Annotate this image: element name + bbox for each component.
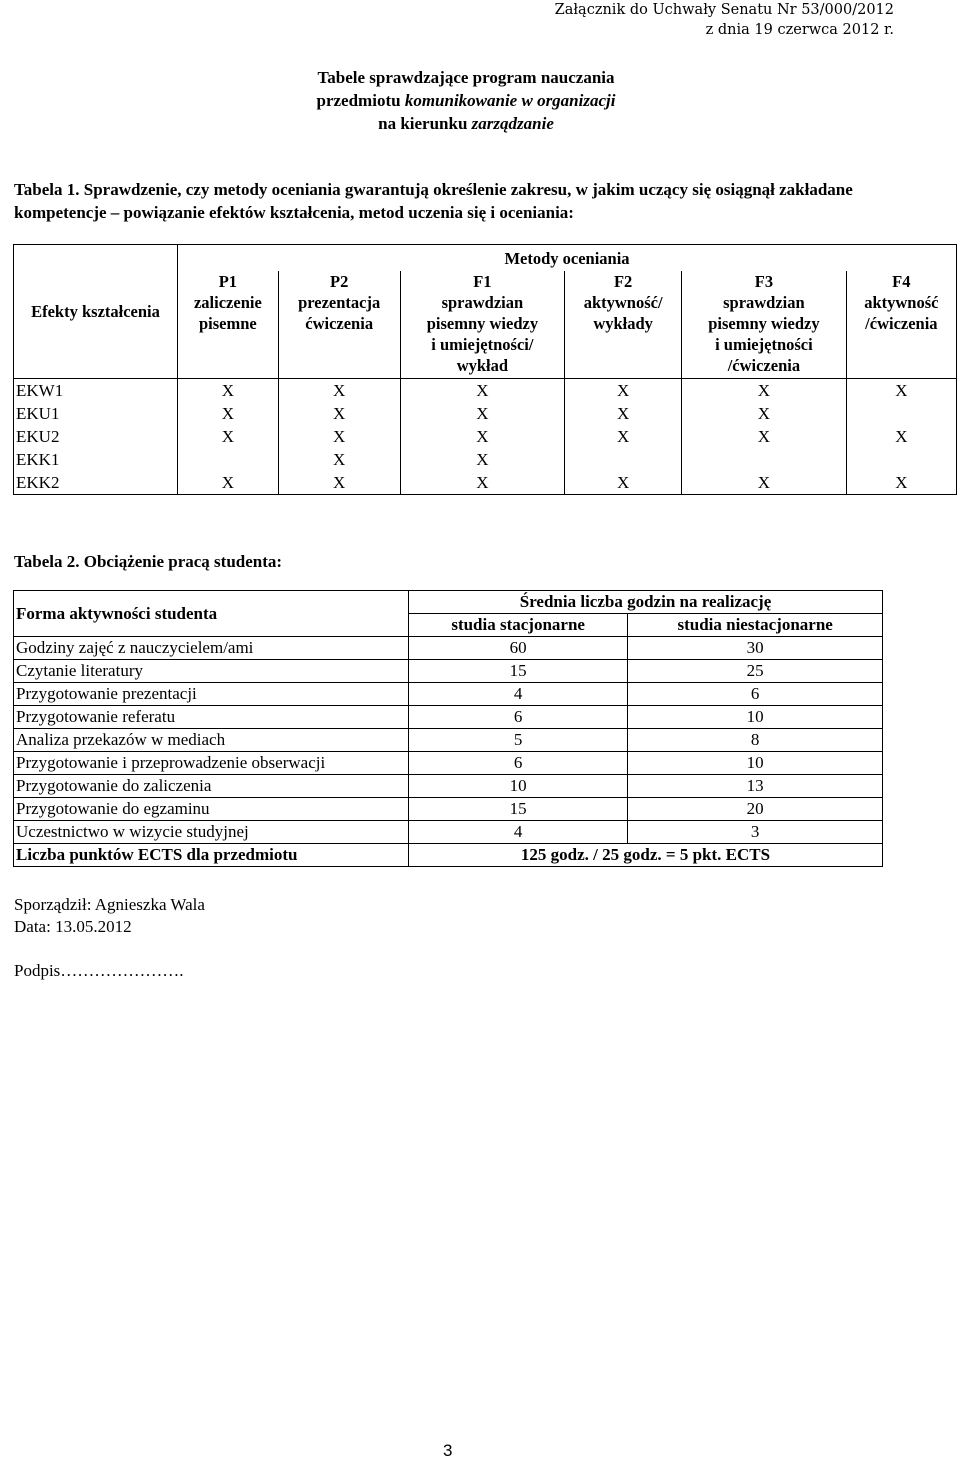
outcome-mark: X (278, 471, 400, 495)
outcome-row (14, 402, 957, 425)
workload-row (14, 706, 883, 729)
header-part-time: studia niestacjonarne (628, 614, 883, 637)
full-time-hours: 5 (409, 729, 628, 752)
outcome-label: EKU1 (14, 402, 178, 425)
outcome-mark (565, 448, 682, 471)
activity-name: Przygotowanie referatu (14, 706, 409, 729)
date: Data: 13.05.2012 (14, 917, 132, 936)
workload-table (13, 590, 883, 867)
signature-line: Podpis…………………. (14, 961, 184, 980)
method-column-f3 (682, 271, 847, 379)
method-description-line: aktywność/ (583, 293, 663, 312)
outcome-mark: X (400, 379, 565, 403)
outcome-mark: X (278, 379, 400, 403)
outcome-mark: X (682, 425, 847, 448)
part-time-hours: 25 (628, 660, 883, 683)
method-description-line: wykład (456, 356, 509, 375)
title-line-2-plain: przedmiotu (316, 91, 405, 110)
outcome-mark: X (846, 471, 956, 495)
part-time-hours: 30 (628, 637, 883, 660)
outcome-mark (846, 448, 956, 471)
ects-value: 125 godz. / 25 godz. = 5 pkt. ECTS (409, 844, 883, 867)
outcome-mark (178, 448, 279, 471)
part-time-hours: 3 (628, 821, 883, 844)
part-time-hours: 20 (628, 798, 883, 821)
title-line-2 (286, 89, 646, 112)
outcome-mark: X (565, 379, 682, 403)
outcome-mark: X (846, 379, 956, 403)
author-block (14, 894, 205, 938)
document-title (286, 66, 646, 135)
method-column-f2 (565, 271, 682, 379)
table2-title: Tabela 2. Obciążenie pracą studenta: (14, 552, 283, 571)
method-description-line: zaliczenie (193, 293, 262, 312)
method-code: F3 (754, 272, 774, 291)
workload-row (14, 729, 883, 752)
outcome-label: EKW1 (14, 379, 178, 403)
method-code: F1 (473, 272, 492, 291)
full-time-hours: 15 (409, 660, 628, 683)
part-time-hours: 6 (628, 683, 883, 706)
method-description-line: aktywność (864, 293, 939, 312)
method-column-p1 (178, 271, 279, 379)
workload-row (14, 775, 883, 798)
workload-body (14, 637, 883, 844)
activity-name: Uczestnictwo w wizycie studyjnej (14, 821, 409, 844)
activity-name: Przygotowanie prezentacji (14, 683, 409, 706)
method-code: P1 (218, 272, 238, 291)
activity-name: Czytanie literatury (14, 660, 409, 683)
page-number: 3 (443, 1441, 453, 1460)
full-time-hours: 4 (409, 683, 628, 706)
annex-line-2: z dnia 19 czerwca 2012 r. (705, 22, 894, 38)
ects-label: Liczba punktów ECTS dla przedmiotu (14, 844, 409, 867)
header-assessment-methods: Metody oceniania (178, 245, 957, 272)
header-full-time: studia stacjonarne (409, 614, 628, 637)
method-description-line: /ćwiczenia (865, 314, 938, 333)
outcome-mark: X (846, 425, 956, 448)
method-column-p2 (278, 271, 400, 379)
method-description-line: prezentacja (298, 293, 381, 312)
outcome-mark: X (400, 425, 565, 448)
header-activity-form: Forma aktywności studenta (14, 591, 409, 637)
workload-row (14, 660, 883, 683)
outcome-mark: X (178, 471, 279, 495)
method-description-line: /ćwiczenia (727, 356, 801, 375)
outcome-row (14, 471, 957, 495)
outcome-mark: X (178, 402, 279, 425)
method-description-line: ćwiczenia (305, 314, 374, 333)
table1-intro: Tabela 1. Sprawdzenie, czy metody oceniania gwarantują określenie zakresu, w jakim uczący się osiągnął zakładane kompetencje – powiązanie efektów kształcenia, metod uczenia się i oceniania: (14, 180, 853, 222)
part-time-hours: 10 (628, 706, 883, 729)
outcome-mark: X (565, 402, 682, 425)
author: Sporządził: Agnieszka Wala (14, 895, 205, 914)
outcome-row (14, 448, 957, 471)
method-description-line: wykłady (593, 314, 653, 333)
workload-row (14, 637, 883, 660)
outcome-row (14, 425, 957, 448)
outcome-row (14, 379, 957, 403)
full-time-hours: 4 (409, 821, 628, 844)
title-subject: komunikowanie w organizacji (404, 91, 616, 110)
part-time-hours: 8 (628, 729, 883, 752)
outcome-mark: X (278, 425, 400, 448)
title-line-3-plain: na kierunku (378, 114, 472, 133)
outcome-mark: X (682, 471, 847, 495)
outcome-label: EKK2 (14, 471, 178, 495)
workload-row (14, 752, 883, 775)
full-time-hours: 15 (409, 798, 628, 821)
title-line-1: Tabele sprawdzające program nauczania (317, 68, 615, 87)
method-description-line: sprawdzian (723, 293, 805, 312)
outcome-mark: X (178, 425, 279, 448)
title-line-3 (286, 112, 646, 135)
method-code: P2 (330, 272, 349, 291)
workload-row (14, 683, 883, 706)
outcome-label: EKU2 (14, 425, 178, 448)
part-time-hours: 10 (628, 752, 883, 775)
method-description-line: i umiejętności/ (431, 335, 534, 354)
header-learning-outcomes: Efekty kształcenia (14, 245, 178, 379)
outcome-mark: X (400, 402, 565, 425)
method-column-f1 (400, 271, 565, 379)
outcome-mark: X (565, 471, 682, 495)
method-description-line: pisemne (199, 314, 257, 333)
header-average-hours: Średnia liczba godzin na realizację (409, 591, 883, 614)
part-time-hours: 13 (628, 775, 883, 798)
outcome-mark (846, 402, 956, 425)
ects-row (14, 844, 883, 867)
outcome-mark: X (682, 379, 847, 403)
method-code: F4 (892, 272, 911, 291)
activity-name: Godziny zajęć z nauczycielem/ami (14, 637, 409, 660)
full-time-hours: 6 (409, 752, 628, 775)
outcome-label: EKK1 (14, 448, 178, 471)
title-field: zarządzanie (471, 114, 554, 133)
workload-row (14, 798, 883, 821)
method-code: F2 (613, 272, 633, 291)
method-description-line: sprawdzian (441, 293, 524, 312)
outcome-mark: X (682, 402, 847, 425)
method-description-line: pisemny wiedzy (426, 314, 539, 333)
workload-row (14, 821, 883, 844)
outcome-mark: X (278, 448, 400, 471)
outcome-mark: X (400, 471, 565, 495)
method-column-f4 (846, 271, 956, 379)
outcomes-body (14, 379, 957, 495)
outcome-mark: X (278, 402, 400, 425)
activity-name: Przygotowanie i przeprowadzenie obserwacji (14, 752, 409, 775)
full-time-hours: 60 (409, 637, 628, 660)
outcome-mark: X (565, 425, 682, 448)
activity-name: Przygotowanie do egzaminu (14, 798, 409, 821)
outcome-mark: X (178, 379, 279, 403)
full-time-hours: 10 (409, 775, 628, 798)
annex-header (555, 0, 894, 40)
full-time-hours: 6 (409, 706, 628, 729)
outcome-mark: X (400, 448, 565, 471)
method-description-line: pisemny wiedzy (708, 314, 820, 333)
outcome-mark (682, 448, 847, 471)
annex-line-1: Załącznik do Uchwały Senatu Nr 53/000/2012 (554, 2, 894, 18)
activity-name: Przygotowanie do zaliczenia (14, 775, 409, 798)
method-description-line: i umiejętności (715, 335, 813, 354)
assessment-methods-table (13, 244, 957, 495)
activity-name: Analiza przekazów w mediach (14, 729, 409, 752)
